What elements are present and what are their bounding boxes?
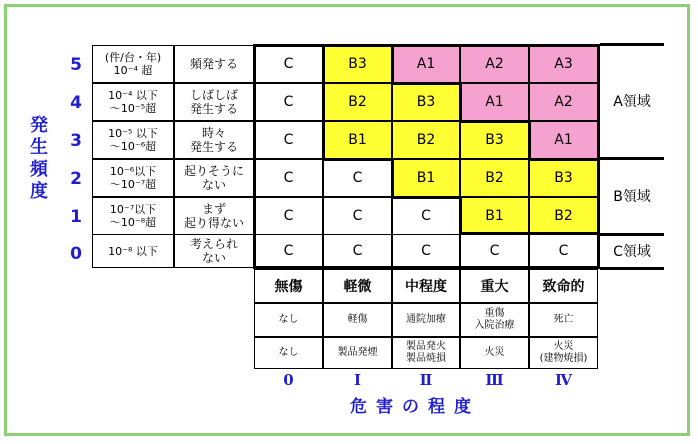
region-boundary-line bbox=[253, 44, 256, 269]
vlabel-char: 生 bbox=[30, 137, 48, 158]
region-boundary-line bbox=[322, 44, 325, 159]
harm-line1: 通院加療 bbox=[406, 314, 446, 325]
damage-line1: 製品発煙 bbox=[337, 347, 378, 358]
risk-cell: C bbox=[323, 197, 392, 235]
frequency-level: 2 bbox=[70, 169, 82, 189]
frequency-description-cell bbox=[174, 45, 254, 83]
severity-level-numeral: 0 bbox=[283, 371, 294, 389]
risk-cell: A1 bbox=[529, 121, 598, 159]
desc-line1: 起りそうに bbox=[183, 164, 244, 178]
frequency-rate-cell bbox=[92, 159, 174, 197]
risk-cell: A2 bbox=[529, 83, 598, 121]
harm-line1: 重傷 bbox=[484, 308, 505, 319]
frequency-level: 0 bbox=[70, 244, 82, 264]
risk-cell: A3 bbox=[529, 45, 598, 83]
risk-cell: C bbox=[323, 159, 392, 197]
frequency-description-cell bbox=[174, 83, 254, 121]
risk-region-label: A領域 bbox=[613, 94, 651, 110]
human-harm-cell bbox=[254, 303, 323, 337]
risk-cell: B3 bbox=[460, 121, 529, 159]
desc-line1: 考えられ bbox=[189, 237, 238, 251]
risk-cell: A1 bbox=[392, 45, 460, 83]
risk-cell: B2 bbox=[392, 121, 460, 159]
risk-cell: C bbox=[460, 234, 529, 268]
risk-cell: B1 bbox=[392, 159, 460, 197]
severity-name-cell: 無傷 bbox=[254, 269, 323, 303]
frequency-rate-cell bbox=[92, 197, 174, 235]
rate-line2: 10⁻⁴ 超 bbox=[113, 64, 153, 77]
risk-cell: C bbox=[529, 234, 598, 268]
property-damage-cell bbox=[254, 337, 323, 369]
human-harm-cell bbox=[529, 303, 598, 337]
risk-cell: B2 bbox=[460, 159, 529, 197]
rate-line1: (件/台・年) bbox=[104, 51, 162, 64]
desc-line2: ない bbox=[201, 251, 226, 265]
damage-line2: 製品焼損 bbox=[406, 353, 446, 364]
rate-line2: ～10⁻⁸超 bbox=[109, 216, 157, 229]
region-boundary-line bbox=[459, 232, 599, 235]
region-boundary-line bbox=[254, 44, 598, 47]
severity-level-numeral: Ⅱ bbox=[419, 371, 433, 389]
severity-axis-title: 危害の程度 bbox=[350, 397, 480, 417]
risk-cell: C bbox=[392, 234, 460, 268]
risk-cell: C bbox=[254, 159, 323, 197]
frequency-level: 1 bbox=[70, 207, 82, 227]
risk-cell: B3 bbox=[323, 45, 392, 83]
risk-region-label: B領域 bbox=[613, 189, 651, 205]
region-boundary-line bbox=[459, 120, 529, 123]
property-damage-cell bbox=[460, 337, 529, 369]
region-boundary-line bbox=[459, 196, 462, 234]
rate-line1: 10⁻⁷以下 bbox=[109, 203, 157, 216]
desc-line1: しばしば bbox=[189, 88, 238, 102]
harm-line2: 入院治療 bbox=[474, 320, 515, 331]
vlabel-char: 頻 bbox=[30, 159, 48, 180]
frequency-level: 3 bbox=[70, 131, 82, 151]
frequency-level: 4 bbox=[70, 93, 82, 113]
risk-cell: B3 bbox=[529, 159, 598, 197]
severity-level-numeral: Ⅰ bbox=[353, 371, 362, 389]
property-damage-cell bbox=[529, 337, 598, 369]
human-harm-cell bbox=[460, 303, 529, 337]
risk-region-label: C領域 bbox=[613, 244, 651, 260]
desc-line2: 発生する bbox=[189, 102, 238, 116]
region-divider bbox=[600, 157, 664, 160]
region-boundary-line bbox=[322, 158, 392, 161]
risk-cell: B2 bbox=[529, 197, 598, 235]
frequency-rate-cell bbox=[92, 121, 174, 159]
frequency-level: 5 bbox=[70, 55, 82, 75]
risk-cell: C bbox=[254, 121, 323, 159]
desc-line2: 発生する bbox=[189, 140, 238, 154]
frequency-description-cell bbox=[174, 197, 254, 235]
severity-name-cell: 重大 bbox=[460, 269, 529, 303]
property-damage-cell bbox=[392, 337, 460, 369]
rate-line1: 10⁻⁴ 以下 bbox=[108, 89, 158, 102]
rate-line2: ～10⁻⁷超 bbox=[109, 178, 157, 191]
severity-name-cell: 中程度 bbox=[392, 269, 460, 303]
damage-line2: (建物焼損) bbox=[539, 353, 588, 364]
desc-line2: ない bbox=[201, 178, 226, 192]
frequency-rate-cell bbox=[92, 83, 174, 121]
risk-cell: C bbox=[323, 234, 392, 268]
frequency-description-cell bbox=[174, 121, 254, 159]
region-divider bbox=[600, 43, 664, 46]
severity-name-cell: 致命的 bbox=[529, 269, 598, 303]
frequency-description-cell bbox=[174, 159, 254, 197]
damage-line1: 製品発火 bbox=[406, 341, 446, 352]
damage-line1: なし bbox=[278, 347, 299, 358]
harm-line1: 死亡 bbox=[553, 314, 574, 325]
risk-cell: C bbox=[254, 197, 323, 235]
desc-line1: 頻発する bbox=[189, 57, 238, 71]
desc-line2: 起り得ない bbox=[183, 216, 244, 230]
risk-cell: C bbox=[254, 83, 323, 121]
region-boundary-line bbox=[528, 120, 531, 159]
harm-line1: なし bbox=[278, 314, 299, 325]
risk-cell: B1 bbox=[460, 197, 529, 235]
risk-cell: C bbox=[392, 197, 460, 235]
desc-line1: 時々 bbox=[201, 126, 226, 140]
risk-cell: C bbox=[254, 45, 323, 83]
region-divider bbox=[600, 233, 664, 236]
human-harm-cell bbox=[392, 303, 460, 337]
severity-level-numeral: Ⅳ bbox=[554, 371, 573, 389]
vlabel-char: 発 bbox=[30, 115, 48, 136]
risk-cell: B3 bbox=[392, 83, 460, 121]
risk-cell: B2 bbox=[323, 83, 392, 121]
frequency-rate-cell bbox=[92, 45, 174, 83]
damage-line1: 火災 bbox=[484, 347, 505, 358]
risk-cell: A1 bbox=[460, 83, 529, 121]
region-boundary-line bbox=[391, 196, 461, 199]
rate-line1: 10⁻⁵ 以下 bbox=[108, 127, 158, 140]
risk-cell: C bbox=[254, 234, 323, 268]
rate-line1: 10⁻⁶以下 bbox=[109, 165, 157, 178]
region-boundary-line bbox=[528, 158, 598, 161]
region-boundary-line bbox=[459, 82, 462, 121]
harm-line1: 軽傷 bbox=[347, 314, 368, 325]
property-damage-cell bbox=[323, 337, 392, 369]
frequency-rate-cell bbox=[92, 234, 174, 268]
region-divider bbox=[600, 267, 664, 270]
severity-level-numeral: Ⅲ bbox=[485, 371, 504, 389]
damage-line1: 火災 bbox=[553, 341, 574, 352]
region-boundary-line bbox=[391, 44, 394, 83]
region-boundary-line bbox=[391, 82, 461, 85]
severity-name-cell: 軽微 bbox=[323, 269, 392, 303]
desc-line1: まず bbox=[201, 202, 226, 216]
vlabel-char: 度 bbox=[30, 181, 48, 202]
human-harm-cell bbox=[323, 303, 392, 337]
risk-cell: B1 bbox=[323, 121, 392, 159]
rate-line2: ～10⁻⁶超 bbox=[109, 140, 157, 153]
frequency-axis-label bbox=[28, 115, 50, 203]
risk-cell: A2 bbox=[460, 45, 529, 83]
rate-line2: ～10⁻⁵超 bbox=[109, 102, 157, 115]
rate-line1: 10⁻⁸ 以下 bbox=[108, 244, 158, 258]
frequency-description-cell bbox=[174, 234, 254, 268]
region-boundary-line bbox=[391, 158, 394, 197]
